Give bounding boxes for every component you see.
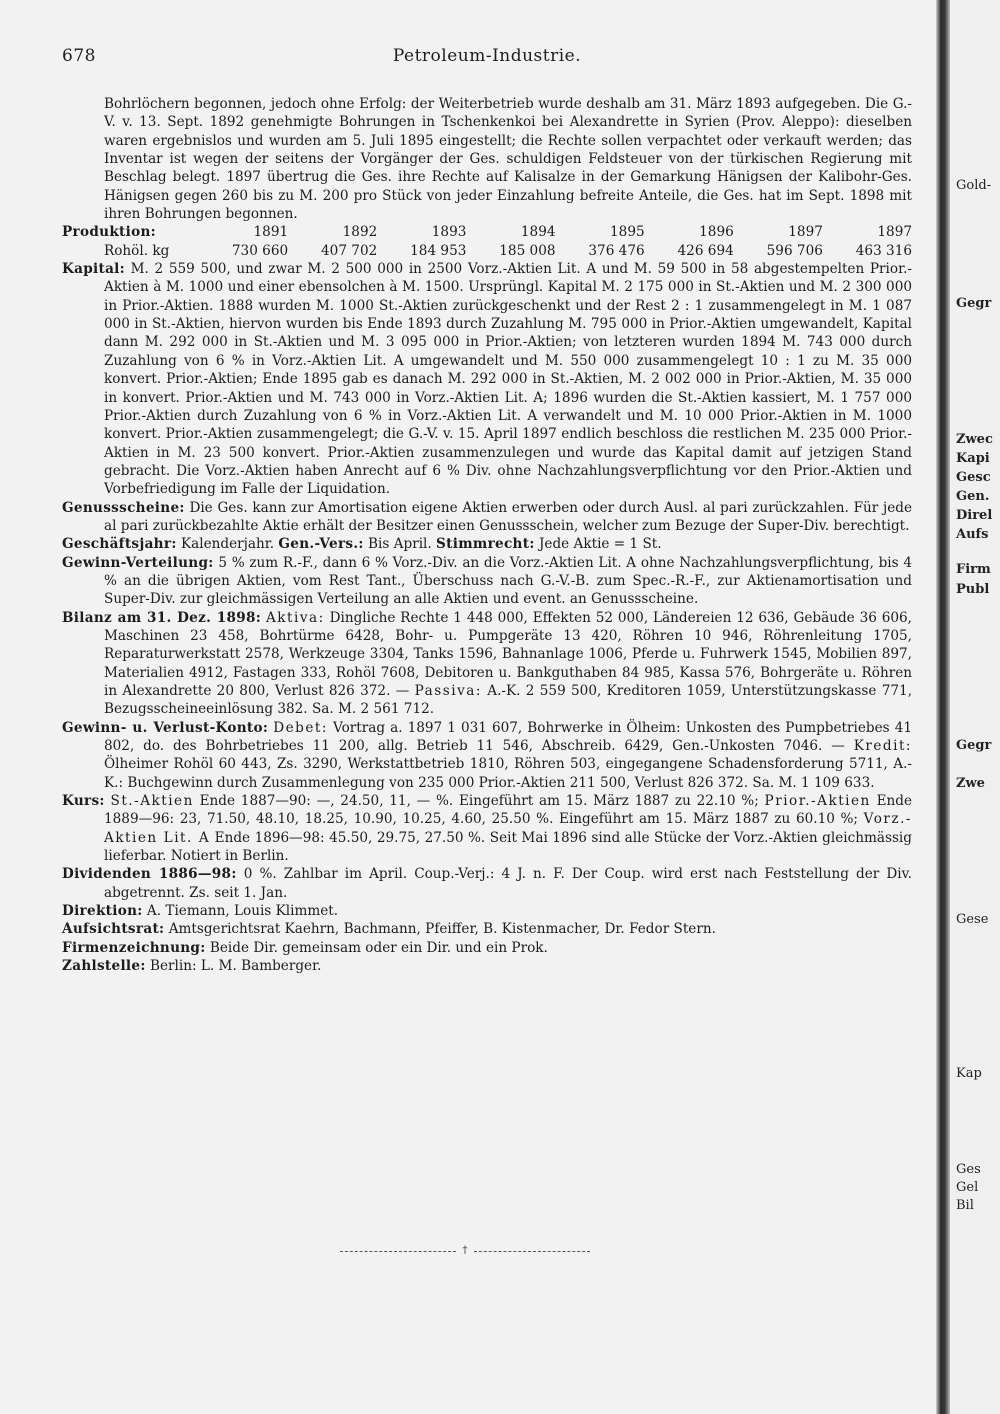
kapital-label: Kapital: xyxy=(62,261,125,278)
direktion-label: Direktion: xyxy=(62,903,143,920)
debet-label: Debet: xyxy=(273,719,328,736)
kapital-text: M. 2 559 500, und zwar M. 2 500 000 in 2500 Vorz.-Aktien Lit. A und M. 59 500 in 58 abgestempelten Prior.-Aktien à M. 1000 und einer ebensolchen à M. 1500. Ursprüngl. Kapital M. 2 175 000 in St.-Aktien und M. 2 300 000 in Prior.-Aktien. 1888 wurden M. 1000 St.-Aktien zurückgeschenkt und der Rest 2 : 1 zusammengelegt in M. 1 087 000 in St.-Aktien, hiervon wurden bis Ende 1893 durch Zuzahlung M. 795 000 in Prior.-Aktien umgewandelt, Kapital dann M. 292 000 in St.-Aktien und M. 3 095 000 in Prior.-Aktien; von letzteren wurden 1894 M. 743 000 durch Zuzahlung von 6 % in Vorz.-Aktien Lit. A umgewandelt und M. 550 000 zusammengelegt 10 : 1 zu M. 35 000 konvert. Prior.-Aktien; Ende 1895 gab es danach M. 292 000 in St.-Aktien, M. 2 002 000 in Prior.-Aktien, M. 35 000 in konvert. Prior.-Aktien und M. 743 000 in Vorz.-Aktien Lit. A; 1896 wurden die St.-Aktien kassiert, M. 1 757 000 Prior.-Aktien durch Zuzahlung von 6 % in Vorz.-Aktien Lit. A verwandelt und M. 10 000 Prior.-Aktien in M. 1000 konvert. Prior.-Aktien zusammengelegt; die G.-V. v. 15. April 1897 endlich beschloss die restlichen M. 235 000 Prior.-Aktien in M. 23 500 konvert. Prior.-Aktien zusammenzulegen und wurde das Kapital damit auf jetzigen Stand gebracht. Die Vorz.-Aktien haben Anrecht auf 6 % Div. ohne Nachzahlungsverpflichtung vor den Prior.-Aktien und Vorbefriedigung im Falle der Liquidation. xyxy=(104,261,912,498)
gewinn-verteilung-section xyxy=(62,554,912,609)
next-page-fragment: Gel xyxy=(956,1180,979,1195)
aufsichtsrat-text: Amtsgerichtsrat Kaehrn, Bachmann, Pfeiffer, B. Kistenmacher, Dr. Fedor Stern. xyxy=(168,921,716,938)
prod-value: 463 316 xyxy=(855,242,912,259)
next-page-fragment: Gese xyxy=(956,912,989,927)
company-entry xyxy=(62,95,912,976)
produktion-table xyxy=(62,223,912,260)
next-page-fragment: Zwec xyxy=(956,432,993,447)
kurs-st-text: Ende 1887—90: —, 24.50, 11, — %. Eingeführt am 15. März 1887 zu 22.10 %; xyxy=(199,793,759,810)
zahlstelle-text: Berlin: L. M. Bamberger. xyxy=(149,958,322,975)
page-number: 678 xyxy=(62,46,96,66)
next-page-fragment: Gegr xyxy=(956,296,992,311)
kurs-st-label: St.-Aktien xyxy=(110,793,194,810)
aufsichtsrat-section xyxy=(62,920,912,938)
kurs-label: Kurs: xyxy=(62,793,105,810)
next-page-fragment: Publ xyxy=(956,582,990,597)
intro-text: Bohrlöchern begonnen, jedoch ohne Erfolg: der Weiterbetrieb wurde deshalb am 31. März 1893 aufgegeben. Die G.-V. v. 13. Sept. 1892 genehmigte Bohrungen in Tschenkenkoi bei Alexandrette in Syrien (Prov. Aleppo): dieselben waren ergebnislos und wurden am 5. Juli 1895 eingestellt; die Rechte sollen verpachtet oder verkauft werden; das Inventar ist wegen der seitens der Vorgänger der Ges. schuldigen Feldsteuer von der türkischen Regierung mit Beschlag belegt. 1897 übertrug die Ges. ihre Rechte auf Kalisalze in der Gemarkung Hänigsen der Kalibohr-Ges. Hänigsen gegen 260 bis zu M. 200 pro Stück von jeder Einzahlung befreite Anteile, die Ges. hat im Sept. 1898 mit ihren Bohrungen begonnen. xyxy=(104,96,912,223)
next-page-fragment: Zwe xyxy=(956,776,985,791)
dividenden-section xyxy=(62,865,912,902)
prod-value: 426 694 xyxy=(677,242,734,259)
divider-line-left xyxy=(340,1251,456,1252)
kurs-prior-text: Ende 1889—96: 23, 71.50, 48.10, 18.25, 10.90, 10.25, 4.60, 25.50 %. Eingeführt am 15. März 1887 zu 60.10 %; xyxy=(104,793,913,828)
aktiva-text: Dingliche Rechte 1 448 000, Effekten 52 000, Ländereien 12 636, Gebäude 36 606, Maschinen 23 458, Bohrtürme 6428, Bohr- u. Pumpgeräte 13 420, Röhren 10 946, Röhrenleitung 1705, Reparaturwerkstatt 2578, Werkzeuge 3304, Tanks 1596, Bahnanlage 1006, Pferde u. Fuhrwerk 1545, Mobilien 897, Materialien 4912, Fastagen 333, Rohöl 7608, Debitoren u. Bankguthaben 84 985, Kassa 576, Bohrgeräte u. Röhren in Alexandrette 20 800, Verlust 826 372. — xyxy=(104,609,912,699)
geschaeftsjahr-section xyxy=(62,535,912,553)
produktion-section xyxy=(62,223,912,260)
direktion-text: A. Tiemann, Louis Klimmet. xyxy=(146,903,339,920)
genussscheine-text: Die Ges. kann zur Amortisation eigene Aktien erwerben oder durch Ausl. al pari zurückzahlen. Für jede al pari zurückbezahlte Aktie erhält der Besitzer einen Genussschein, welcher zum Bezuge der Super-Div. berechtigt. xyxy=(104,499,912,534)
kredit-label: Kredit: xyxy=(853,738,912,755)
zahlstelle-label: Zahlstelle: xyxy=(62,958,146,975)
stimmrecht-text: Jede Aktie = 1 St. xyxy=(538,536,662,553)
passiva-label: Passiva: xyxy=(414,683,482,699)
zahlstelle-section xyxy=(62,957,912,975)
bilanz-section xyxy=(62,609,912,719)
prod-year: 1893 xyxy=(431,224,467,241)
genvers-label: Gen.-Vers.: xyxy=(278,536,364,553)
kurs-prior-label: Prior.-Aktien xyxy=(764,793,871,810)
next-page-fragment: Kapi xyxy=(956,451,990,466)
book-gutter xyxy=(936,0,950,1414)
prod-year: 1892 xyxy=(342,224,378,241)
prod-year: 1895 xyxy=(610,224,645,241)
next-page-edge xyxy=(950,0,1000,1414)
genussscheine-section xyxy=(62,499,912,536)
bilanz-label: Bilanz am 31. Dez. 1898: xyxy=(62,609,262,626)
prod-value: 730 660 xyxy=(231,242,289,259)
debet-text: Vortrag a. 1897 1 031 607, Bohrwerke in Ölheim: Unkosten des Pumpbetriebes 41 802, do. des Bohrbetriebes 11 200, allg. Betrieb 11 546, Abschreib. 6429, Gen.-Unkosten 7046. — xyxy=(104,719,912,755)
next-page-fragment: Gold- xyxy=(956,178,992,193)
prod-value: 376 476 xyxy=(588,242,645,259)
prod-year: 1894 xyxy=(520,224,556,241)
gewinn-verlust-section xyxy=(62,719,912,792)
kredit-text: Ölheimer Rohöl 60 443, Zs. 3290, Werkstattbetrieb 1810, Röhren 503, eingegangene Schadensforderung 5711, A.-K.: Buchgewinn durch Zusammenlegung von 235 000 Prior.-Aktien 211 500, Verlust 826 372. Sa. M. 1 109 633. xyxy=(104,756,912,791)
genussscheine-label: Genussscheine: xyxy=(62,499,185,516)
section-divider xyxy=(340,1246,590,1256)
direktion-section xyxy=(62,902,912,920)
next-page-fragment: Direl xyxy=(956,508,993,523)
next-page-fragment: Ges xyxy=(956,1162,981,1177)
prod-year: 1897 xyxy=(788,224,823,241)
next-page-fragment: Gen. xyxy=(956,489,990,504)
aktiva-label: Aktiva: xyxy=(265,609,325,626)
page-title: Petroleum-Industrie. xyxy=(392,46,582,66)
intro-paragraph xyxy=(62,95,912,223)
kurs-vorz-label: Vorz.-Aktien Lit. A xyxy=(104,811,912,846)
divider-ornament-icon: † xyxy=(462,1245,468,1256)
geschaeftsjahr-text: Kalenderjahr. xyxy=(180,536,275,553)
firmenzeichnung-label: Firmenzeichnung: xyxy=(62,939,206,956)
dividenden-label: Dividenden 1886—98: xyxy=(62,866,237,883)
prod-row-label: Rohöl. kg xyxy=(104,242,170,259)
produktion-header-row xyxy=(104,223,912,241)
gewinn-verteilung-label: Gewinn-Verteilung: xyxy=(62,554,214,571)
firmenzeichnung-section xyxy=(62,939,912,957)
aufsichtsrat-label: Aufsichtsrat: xyxy=(62,921,165,938)
produktion-value-row xyxy=(104,242,912,260)
prod-value: 184 953 xyxy=(410,242,467,259)
geschaeftsjahr-label: Geschäftsjahr: xyxy=(62,536,177,553)
kapital-section xyxy=(62,260,912,498)
next-page-fragment: Bil xyxy=(956,1198,974,1213)
kurs-section xyxy=(62,792,912,865)
next-page-fragment: Gesc xyxy=(956,470,991,485)
next-page-fragment: Gegr xyxy=(956,738,992,753)
stimmrecht-label: Stimmrecht: xyxy=(436,536,535,553)
genvers-text: Bis April. xyxy=(368,536,432,553)
prod-value: 407 702 xyxy=(321,242,378,259)
kurs-vorz-text: Ende 1896—98: 45.50, 29.75, 27.50 %. Seit Mai 1896 sind alle Stücke der Vorz.-Aktien gleichmässig lieferbar. Notiert in Berlin. xyxy=(104,829,912,865)
prod-year: 1891 xyxy=(253,224,289,241)
divider-line-right xyxy=(474,1251,590,1252)
dividenden-text: 0 %. Zahlbar im April. Coup.-Verj.: 4 J. n. F. Der Coup. wird erst nach Feststellung der Div. abgetrennt. Zs. seit 1. Jan. xyxy=(104,866,912,901)
gewinn-verlust-label: Gewinn- u. Verlust-Konto: xyxy=(62,719,269,736)
prod-year: 1896 xyxy=(699,224,734,241)
next-page-fragment: Kap xyxy=(956,1066,982,1081)
next-page-fragment: Aufs xyxy=(956,527,989,542)
passiva-text: A.-K. 2 559 500, Kreditoren 1059, Unterstützungskasse 771, Bezugsscheineeinlösung 382. Sa. M. 2 561 712. xyxy=(104,683,913,718)
produktion-label: Produktion: xyxy=(62,224,156,241)
prod-value: 596 706 xyxy=(766,242,823,259)
firmenzeichnung-text: Beide Dir. gemeinsam oder ein Dir. und ein Prok. xyxy=(209,939,548,956)
prod-year: 1897 xyxy=(877,224,912,241)
gewinn-verteilung-text: 5 % zum R.-F., dann 6 % Vorz.-Div. an die Vorz.-Aktien Lit. A ohne Nachzahlungsverpflichtung, bis 4 % an die übrigen Aktien, vom Rest Tant., Überschuss nach G.-V.-B. zum Spec.-R.-F., zur Aktienamortisation und Super-Div. zur gleichmässigen Verteilung an alle Aktien und event. an Genussscheine. xyxy=(104,554,912,608)
prod-value: 185 008 xyxy=(499,242,556,259)
next-page-fragment: Firm xyxy=(956,562,991,577)
running-head xyxy=(62,46,912,72)
